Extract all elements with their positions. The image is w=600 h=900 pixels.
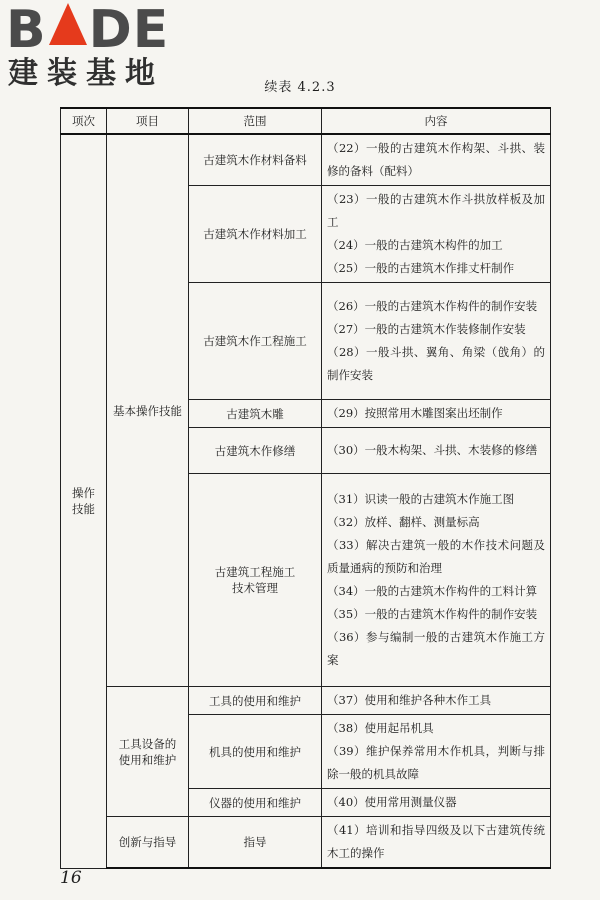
content-item: （37）使用和维护各种木作工具 bbox=[327, 693, 492, 707]
content-item: （30）一般木构架、斗拱、木装修的修缮 bbox=[327, 443, 538, 457]
page-number: 16 bbox=[60, 868, 82, 888]
content-cell bbox=[322, 789, 551, 817]
table-row bbox=[61, 817, 551, 869]
project-cell: 创新与指导 bbox=[107, 817, 189, 869]
logo-wordmark: B DE bbox=[6, 0, 170, 60]
content-cell bbox=[322, 687, 551, 715]
content-item: （22）一般的古建筑木作构架、斗拱、装修的备料（配料） bbox=[327, 141, 545, 178]
scope-cell: 机具的使用和维护 bbox=[189, 715, 322, 789]
content-item: （23）一般的古建筑木作斗拱放样板及加工 bbox=[327, 192, 545, 229]
scope-cell: 指导 bbox=[189, 817, 322, 869]
scope-cell: 古建筑木作修缮 bbox=[189, 428, 322, 474]
content-item: （27）一般的古建筑木作装修制作安装 bbox=[327, 322, 526, 336]
category-cell: 操作 技能 bbox=[61, 134, 107, 868]
table-row bbox=[61, 687, 551, 715]
content-item: （38）使用起吊机具 bbox=[327, 721, 434, 735]
content-cell bbox=[322, 428, 551, 474]
header-cell: 项次 bbox=[61, 108, 107, 134]
project-cell: 工具设备的 使用和维护 bbox=[107, 687, 189, 817]
table-row bbox=[61, 134, 551, 186]
content-item: （39）维护保养常用木作机具，判断与排除一般的机具故障 bbox=[327, 744, 545, 781]
scope-cell: 仪器的使用和维护 bbox=[189, 789, 322, 817]
logo-subtitle: 建装基地 bbox=[8, 56, 164, 91]
content-item: （28）一般斗拱、翼角、角梁（戗角）的制作安装 bbox=[327, 345, 545, 382]
project-cell: 基本操作技能 bbox=[107, 134, 189, 687]
content-cell bbox=[322, 400, 551, 428]
content-item: （32）放样、翻样、测量标高 bbox=[327, 515, 480, 529]
content-item: （34）一般的古建筑木作构件的工料计算 bbox=[327, 584, 538, 598]
scope-cell: 工具的使用和维护 bbox=[189, 687, 322, 715]
content-item: （33）解决古建筑一般的木作技术问题及质量通病的预防和治理 bbox=[327, 538, 545, 575]
content-cell bbox=[322, 474, 551, 687]
scope-cell: 古建筑木雕 bbox=[189, 400, 322, 428]
content-item: （31）识读一般的古建筑木作施工图 bbox=[327, 492, 515, 506]
content-cell bbox=[322, 186, 551, 283]
content-item: （26）一般的古建筑木作构件的制作安装 bbox=[327, 299, 538, 313]
header-cell: 内容 bbox=[322, 108, 551, 134]
content-item: （25）一般的古建筑木作排丈杆制作 bbox=[327, 261, 515, 275]
header-cell: 范围 bbox=[189, 108, 322, 134]
scope-cell: 古建筑木作材料加工 bbox=[189, 186, 322, 283]
scope-cell: 古建筑木作工程施工 bbox=[189, 283, 322, 400]
table-header-row bbox=[61, 108, 551, 134]
content-cell bbox=[322, 715, 551, 789]
content-item: （24）一般的古建筑木构件的加工 bbox=[327, 238, 503, 252]
content-cell bbox=[322, 134, 551, 186]
scope-cell: 古建筑工程施工 技术管理 bbox=[189, 474, 322, 687]
logo-triangle-icon bbox=[49, 3, 87, 45]
content-item: （29）按照常用木雕图案出坯制作 bbox=[327, 406, 503, 420]
skills-table bbox=[60, 107, 551, 869]
scope-cell: 古建筑木作材料备料 bbox=[189, 134, 322, 186]
header-cell: 项目 bbox=[107, 108, 189, 134]
content-cell bbox=[322, 283, 551, 400]
content-item: （41）培训和指导四级及以下古建筑传统木工的操作 bbox=[327, 823, 545, 860]
content-item: （36）参与编制一般的古建筑木作施工方案 bbox=[327, 630, 545, 667]
content-cell bbox=[322, 817, 551, 869]
content-item: （40）使用常用测量仪器 bbox=[327, 795, 457, 809]
content-item: （35）一般的古建筑木作构件的制作安装 bbox=[327, 607, 538, 621]
table-title: 续表 4.2.3 bbox=[264, 80, 336, 95]
